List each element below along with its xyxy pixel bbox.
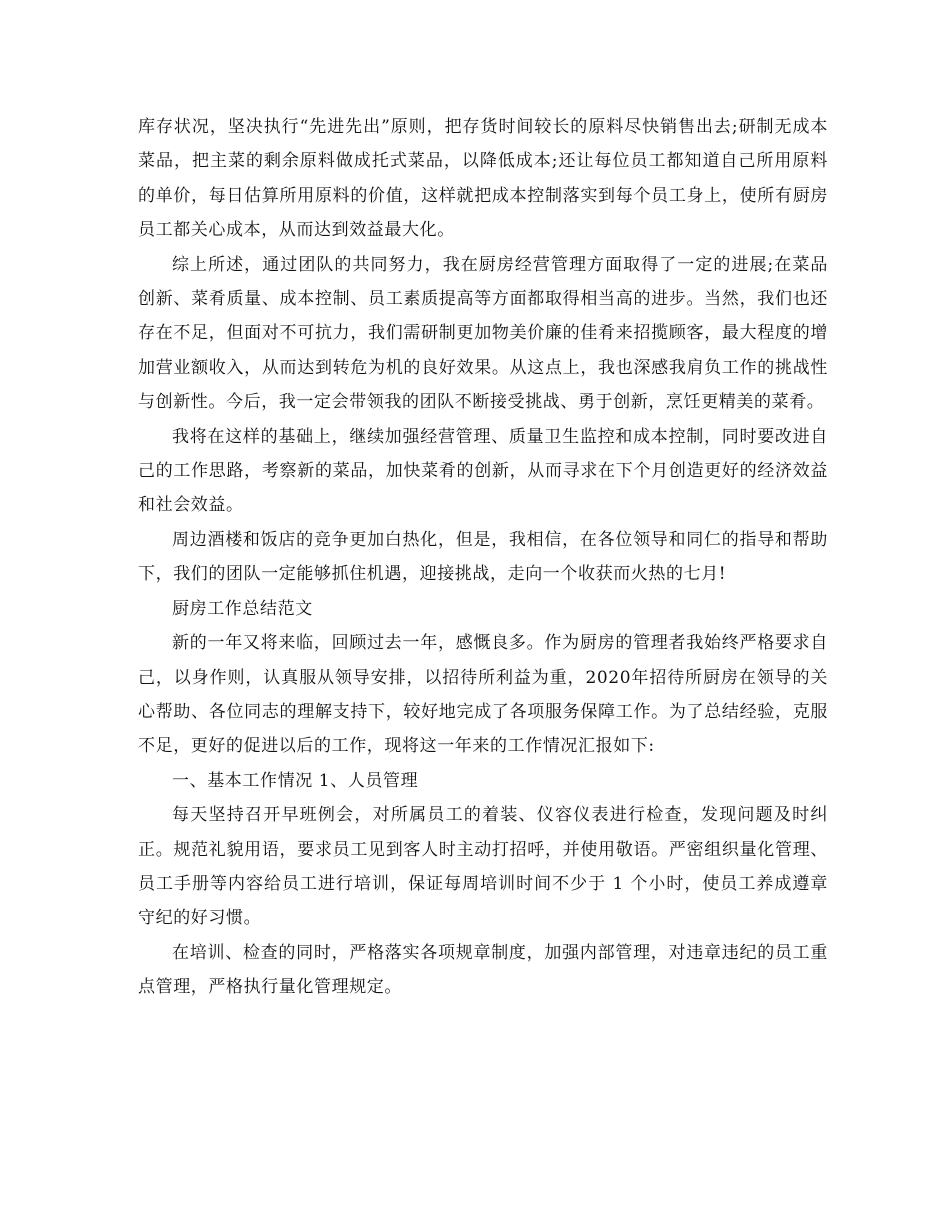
paragraph-3: 我将在这样的基础上，继续加强经营管理、质量卫生监控和成本控制，同时要改进自己的工作思路，考察新的菜品，加快菜肴的创新，从而寻求在下个月创造更好的经济效益和社会效益。 (138, 426, 828, 516)
paragraph-5: 新的一年又将来临，回顾过去一年，感慨良多。作为厨房的管理者我始终严格要求自己，以身作则，认真服从领导安排，以招待所利益为重，2020年招待所厨房在领导的关心帮助、各位同志的理解支持下，较好地完成了各项服务保障工作。为了总结经验，克服不足，更好的促进以后的工作，现将这一年来的工作情况汇报如下: (138, 633, 828, 757)
paragraph-6: 每天坚持召开早班例会，对所属员工的着装、仪容仪表进行检查，发现问题及时纠正。规范礼貌用语，要求员工见到客人时主动打招呼，并使用敬语。严密组织量化管理、员工手册等内容给员工进行培训，保证每周培训时间不少于 1 个小时，使员工养成遵章守纪的好习惯。 (138, 805, 828, 929)
paragraph-4: 周边酒楼和饭店的竞争更加白热化，但是，我相信，在各位领导和同仁的指导和帮助下，我们的团队一定能够抓住机遇，迎接挑战，走向一个收获而火热的七月! (138, 529, 828, 585)
section-heading: 厨房工作总结范文 (172, 598, 313, 619)
paragraph-2: 综上所述，通过团队的共同努力，我在厨房经营管理方面取得了一定的进展;在菜品创新、菜肴质量、成本控制、员工素质提高等方面都取得相当高的进步。当然，我们也还存在不足，但面对不可抗力，我们需研制更加物美价廉的佳肴来招揽顾客，最大程度的增加营业额收入，从而达到转危为机的良好效果。从这点上，我也深感我肩负工作的挑战性与创新性。今后，我一定会带领我的团队不断接受挑战、勇于创新，烹饪更精美的菜肴。 (138, 254, 828, 413)
paragraph-7: 在培训、检查的同时，严格落实各项规章制度，加强内部管理，对违章违纪的员工重点管理，严格执行量化管理规定。 (138, 942, 828, 998)
document-page (138, 110, 828, 1005)
subsection-heading: 一、基本工作情况 1、人员管理 (172, 770, 419, 791)
paragraph-1: 库存状况，坚决执行“先进先出”原则，把存货时间较长的原料尽快销售出去;研制无成本菜品，把主菜的剩余原料做成托式菜品，以降低成本;还让每位员工都知道自己所用原料的单价，每日估算所用原料的价值，这样就把成本控制落实到每个员工身上，使所有厨房员工都关心成本，从而达到效益最大化。 (138, 117, 828, 241)
